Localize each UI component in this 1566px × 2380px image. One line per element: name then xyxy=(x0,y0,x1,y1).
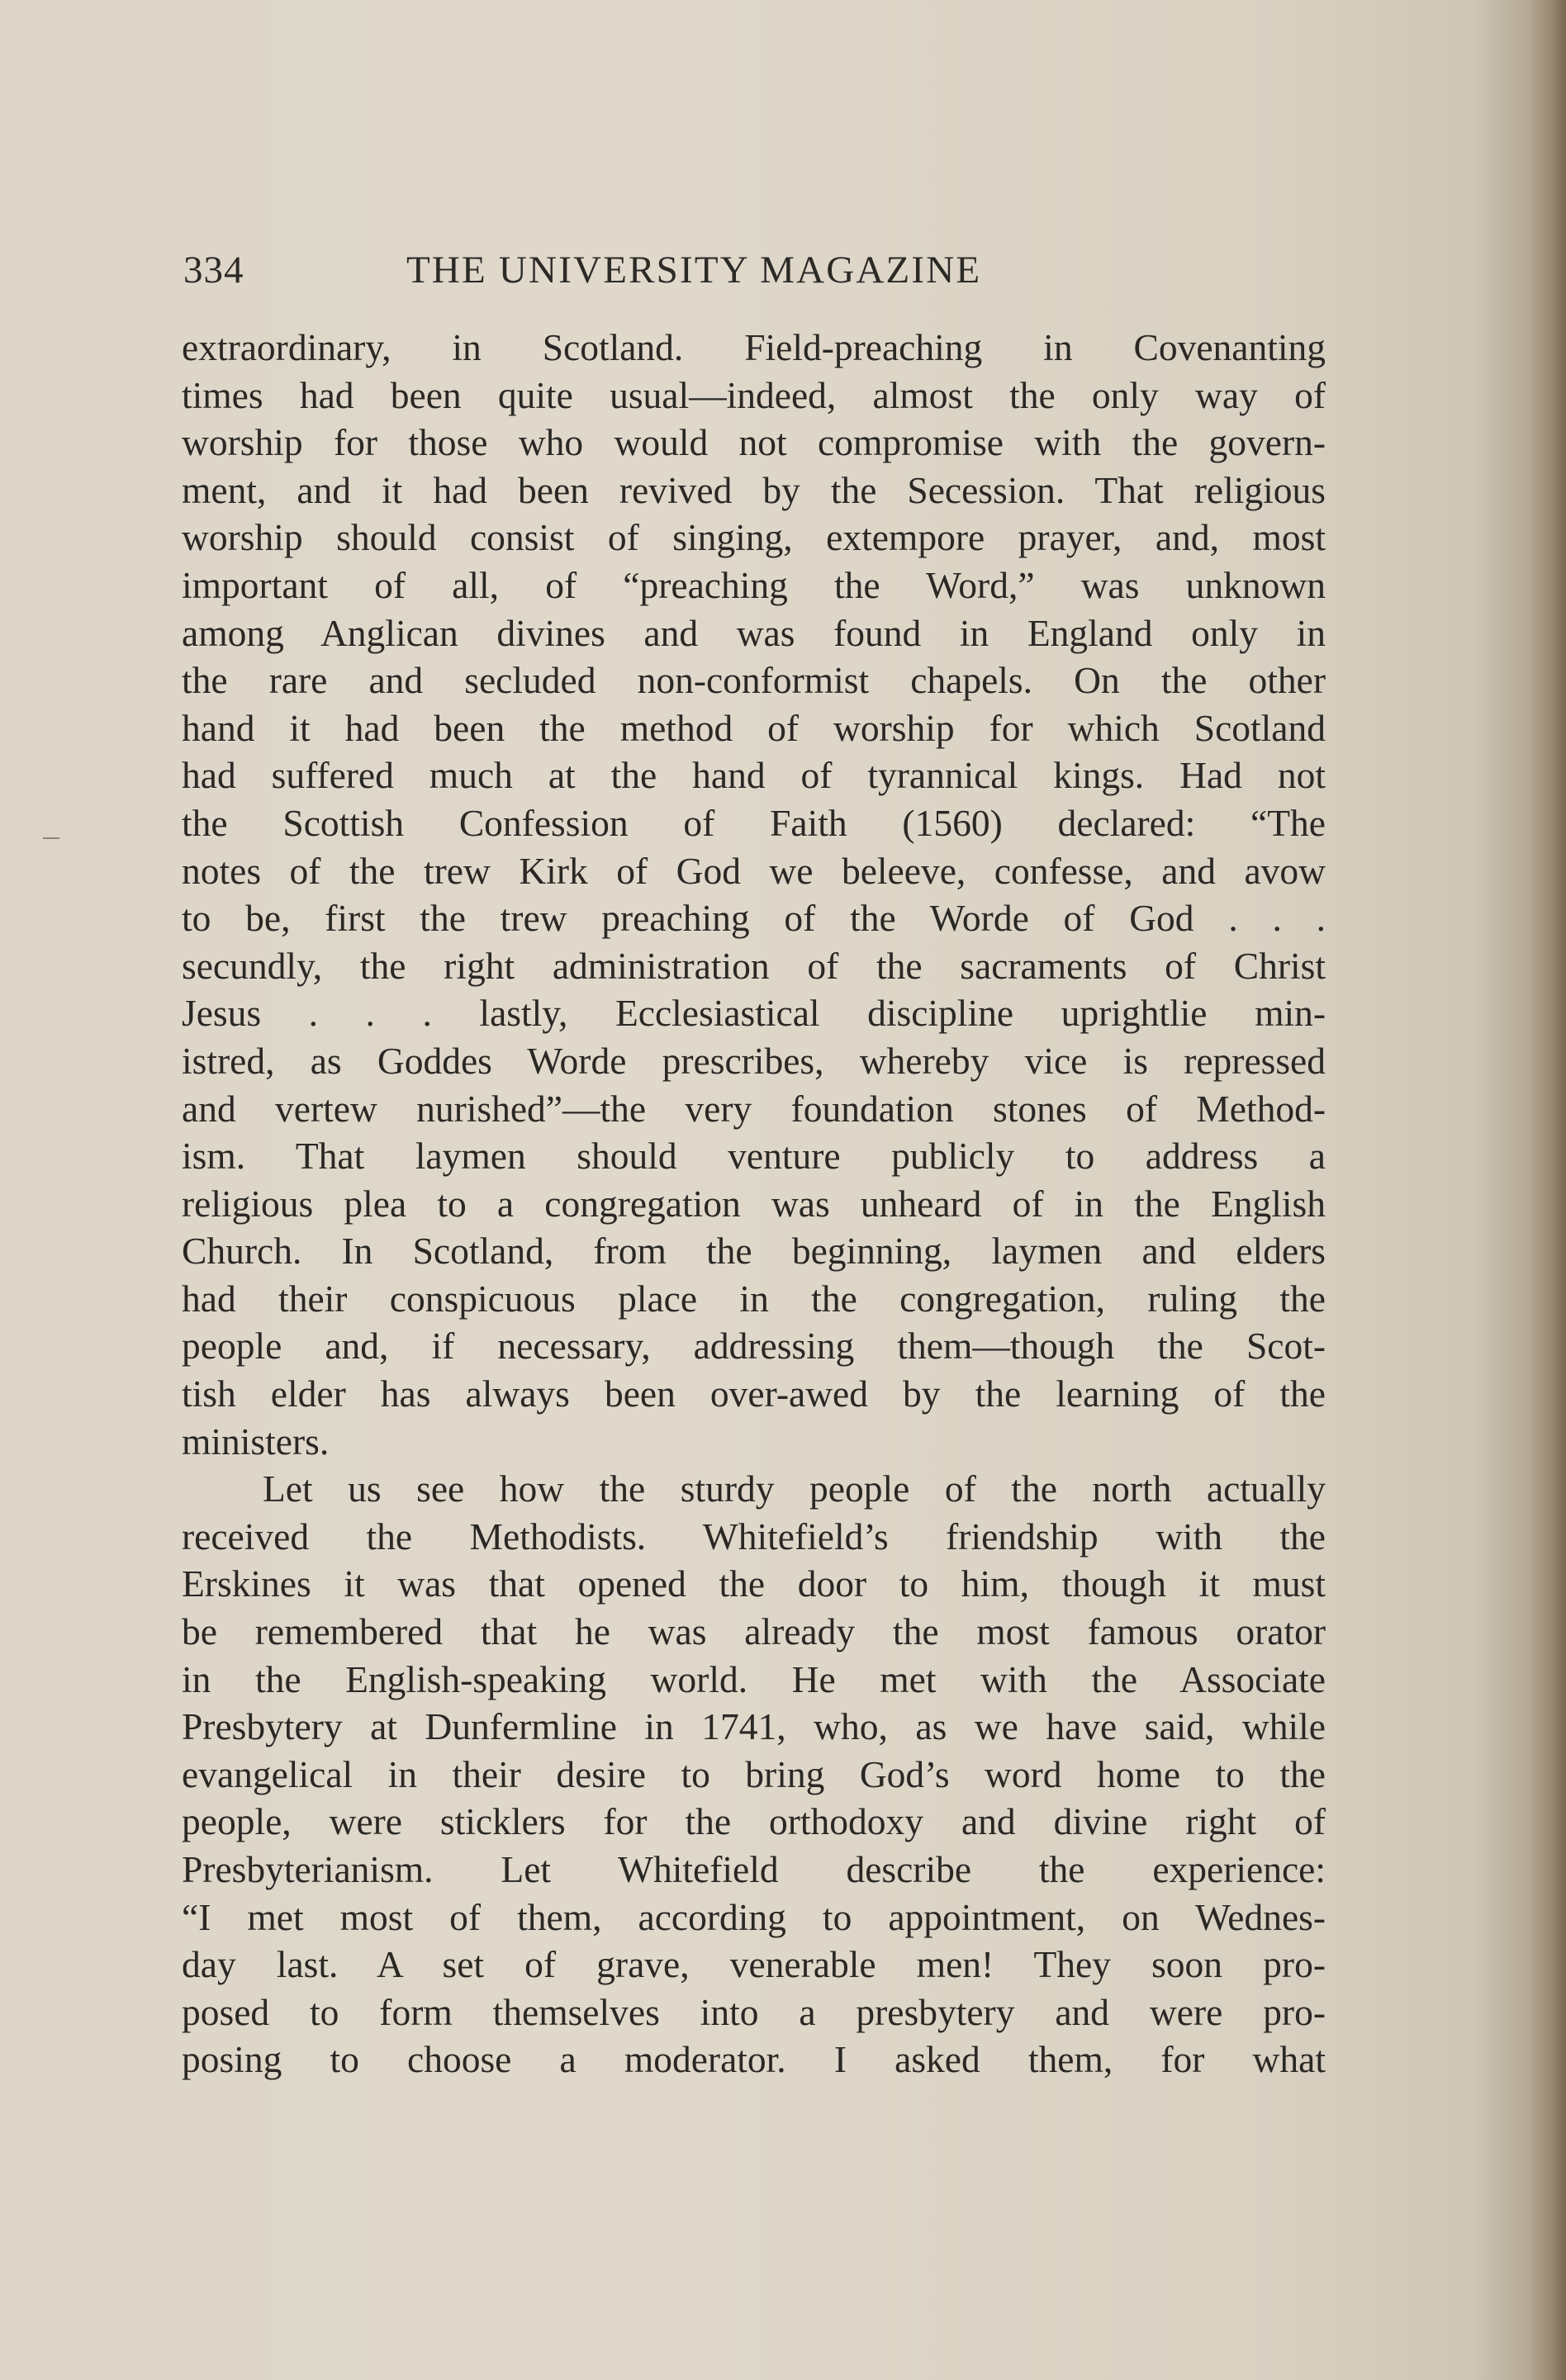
text-line: received the Methodists. Whitefield’s friendship with the xyxy=(182,1515,1326,1557)
text-line: posing to choose a moderator. I asked them, for what xyxy=(182,2038,1326,2081)
text-line: people, were sticklers for the orthodoxy and divine right of xyxy=(182,1800,1326,1843)
text-line: ministers. xyxy=(182,1420,330,1463)
text-line: and vertew nurished”—the very foundation stones of Method- xyxy=(182,1087,1326,1130)
text-line: times had been quite usual—indeed, almost the only way of xyxy=(182,373,1326,416)
text-line: important of all, of “preaching the Word,” was unknown xyxy=(182,563,1326,606)
page-edge-shadow xyxy=(1528,0,1566,2380)
text-line: “I met most of them, according to appointment, on Wednes- xyxy=(182,1895,1326,1938)
text-line: ism. That laymen should venture publicly to address a xyxy=(182,1135,1326,1178)
text-line: people and, if necessary, addressing them—though the Scot- xyxy=(182,1325,1326,1368)
text-line: istred, as Goddes Worde prescribes, whereby vice is repressed xyxy=(182,1039,1326,1082)
text-line: Presbyterianism. Let Whitefield describe the experience: xyxy=(182,1848,1326,1890)
text-line: extraordinary, in Scotland. Field-preaching in Covenanting xyxy=(182,326,1326,368)
text-line: Let us see how the sturdy people of the north actually xyxy=(263,1467,1326,1510)
text-line: religious plea to a congregation was unheard of in the English xyxy=(182,1182,1326,1225)
text-line: be remembered that he was already the most famous orator xyxy=(182,1610,1326,1653)
text-line: Jesus . . . lastly, Ecclesiastical discipline uprightlie min- xyxy=(182,992,1326,1035)
text-line: had their conspicuous place in the congregation, ruling the xyxy=(182,1277,1326,1320)
text-line: Church. In Scotland, from the beginning, laymen and elders xyxy=(182,1230,1326,1273)
text-line: Presbytery at Dunfermline in 1741, who, as we have said, while xyxy=(182,1705,1326,1748)
body-text xyxy=(182,324,1326,2084)
text-line: notes of the trew Kirk of God we beleeve, confesse, and avow xyxy=(182,849,1326,892)
text-line: the Scottish Confession of Faith (1560) declared: “The xyxy=(182,801,1326,844)
text-line: had suffered much at the hand of tyrannical kings. Had not xyxy=(182,754,1326,797)
text-line: secundly, the right administration of the sacraments of Christ xyxy=(182,944,1326,987)
text-line: ment, and it had been revived by the Secession. That religious xyxy=(182,468,1326,511)
running-head xyxy=(183,248,1125,297)
text-line: worship should consist of singing, extempore prayer, and, most xyxy=(182,516,1326,559)
text-line: tish elder has always been over-awed by the learning of the xyxy=(182,1373,1326,1415)
paragraph-1 xyxy=(182,324,1326,1465)
text-line: to be, first the trew preaching of the Worde of God . . . xyxy=(182,897,1326,940)
text-line: Erskines it was that opened the door to him, though it must xyxy=(182,1562,1326,1605)
text-line: hand it had been the method of worship for which Scotland xyxy=(182,706,1326,749)
magazine-title: THE UNIVERSITY MAGAZINE xyxy=(406,249,982,292)
text-line: posed to form themselves into a presbytery and were pro- xyxy=(182,1990,1326,2033)
paragraph-2 xyxy=(182,1465,1326,2084)
page-number: 334 xyxy=(183,249,244,292)
text-line: in the English-speaking world. He met with the Associate xyxy=(182,1657,1326,1700)
text-line: evangelical in their desire to bring God’s word home to the xyxy=(182,1752,1326,1795)
margin-mark xyxy=(43,837,59,839)
text-line: day last. A set of grave, venerable men! They soon pro- xyxy=(182,1943,1326,1986)
text-line: among Anglican divines and was found in England only in xyxy=(182,611,1326,654)
text-line: worship for those who would not compromise with the govern- xyxy=(182,421,1326,464)
text-line: the rare and secluded non-conformist chapels. On the other xyxy=(182,659,1326,702)
